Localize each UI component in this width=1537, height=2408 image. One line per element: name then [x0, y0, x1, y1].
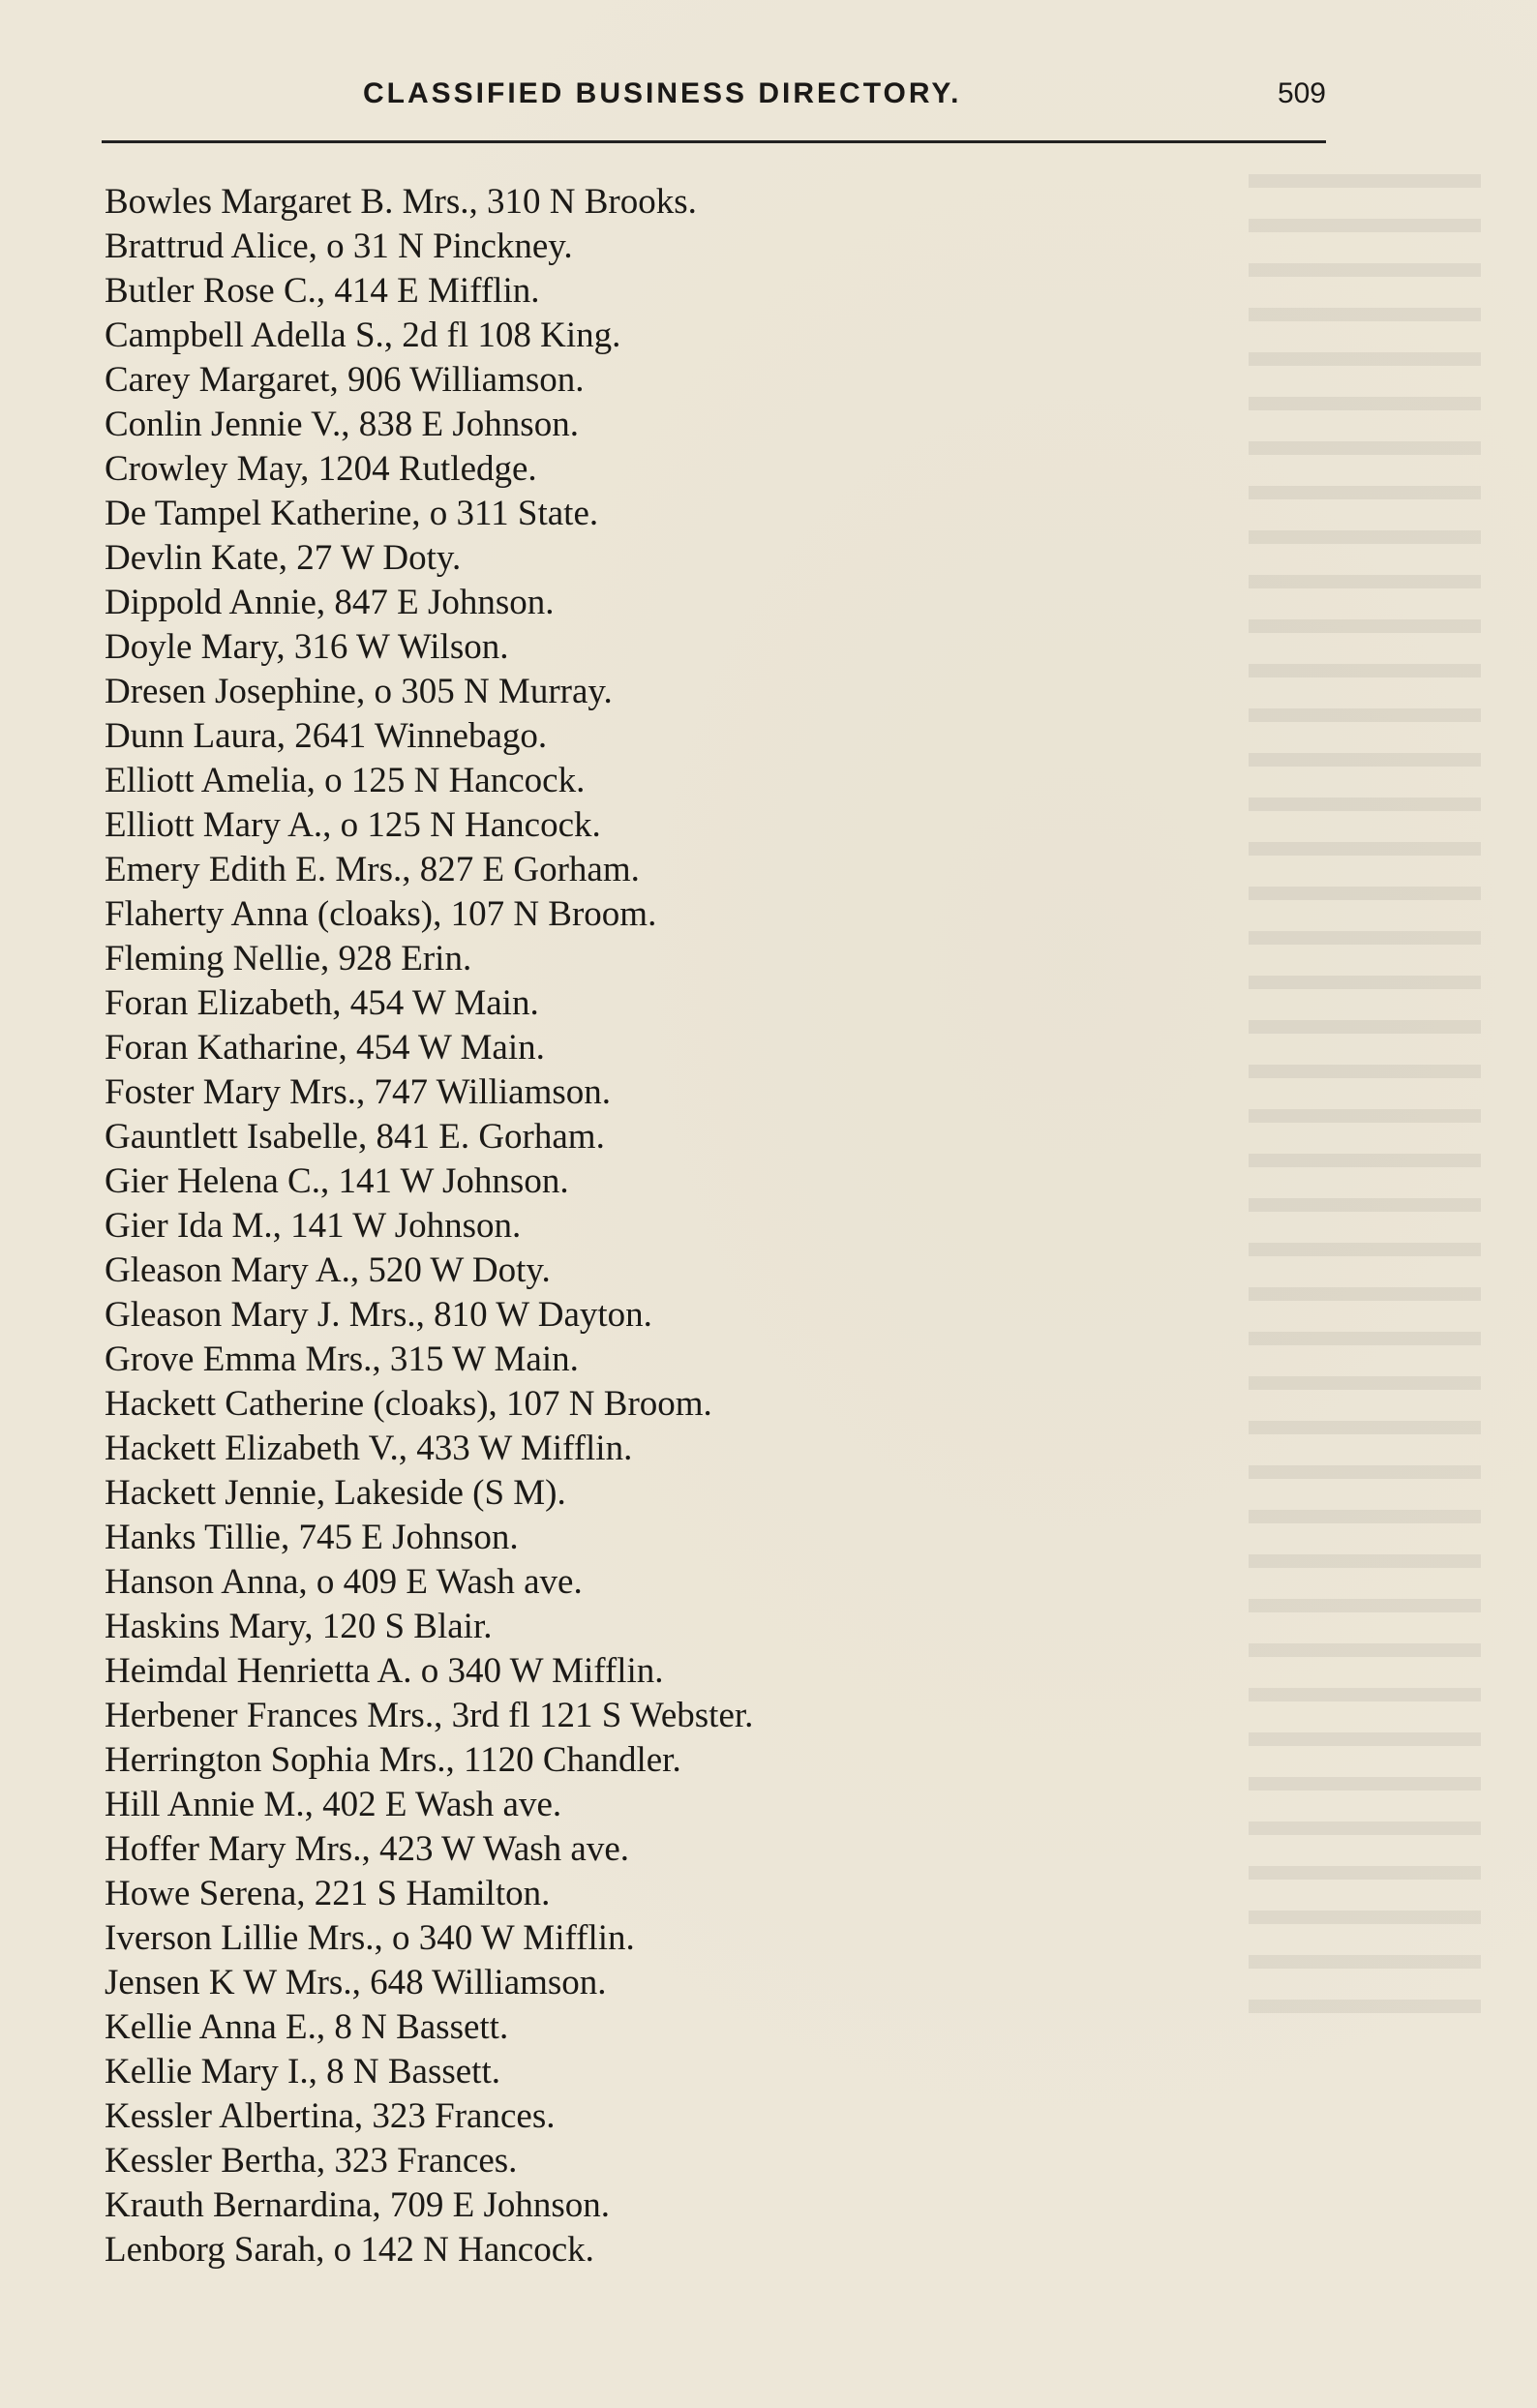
directory-entry: Hackett Jennie, Lakeside (S M). [105, 1473, 566, 1513]
directory-entry: Grove Emma Mrs., 315 W Main. [105, 1339, 579, 1379]
directory-entry: Elliott Mary A., o 125 N Hancock. [105, 805, 601, 845]
directory-entry: Lenborg Sarah, o 142 N Hancock. [105, 2230, 594, 2270]
directory-entry: Elliott Amelia, o 125 N Hancock. [105, 761, 586, 800]
directory-entry: Kellie Mary I., 8 N Bassett. [105, 2052, 500, 2092]
directory-entry: Heimdal Henrietta A. o 340 W Mifflin. [105, 1651, 664, 1691]
page-header [102, 77, 1326, 116]
directory-entry: Foran Katharine, 454 W Main. [105, 1028, 545, 1068]
directory-entry: Dippold Annie, 847 E Johnson. [105, 583, 555, 622]
directory-entry: Gier Helena C., 141 W Johnson. [105, 1161, 569, 1201]
directory-entry: Foster Mary Mrs., 747 Williamson. [105, 1072, 612, 1112]
directory-entry: Conlin Jennie V., 838 E Johnson. [105, 405, 579, 444]
directory-entry: Dunn Laura, 2641 Winnebago. [105, 716, 548, 756]
directory-entry: Devlin Kate, 27 W Doty. [105, 538, 462, 578]
show-through-text [1249, 174, 1481, 2013]
directory-entry: Campbell Adella S., 2d fl 108 King. [105, 316, 621, 355]
directory-entry: Krauth Bernardina, 709 E Johnson. [105, 2185, 611, 2225]
directory-entry: Haskins Mary, 120 S Blair. [105, 1607, 493, 1646]
directory-entry: Brattrud Alice, o 31 N Pinckney. [105, 226, 573, 266]
directory-entry: Butler Rose C., 414 E Mifflin. [105, 271, 540, 311]
directory-entry: Bowles Margaret B. Mrs., 310 N Brooks. [105, 182, 697, 222]
directory-entry: De Tampel Katherine, o 311 State. [105, 494, 599, 533]
directory-entry: Gleason Mary J. Mrs., 810 W Dayton. [105, 1295, 652, 1335]
directory-entry: Herbener Frances Mrs., 3rd fl 121 S Webster. [105, 1696, 754, 1735]
directory-entry: Kessler Bertha, 323 Frances. [105, 2141, 518, 2181]
page-number: 509 [1277, 77, 1326, 109]
directory-entry: Herrington Sophia Mrs., 1120 Chandler. [105, 1740, 681, 1780]
directory-entry: Hill Annie M., 402 E Wash ave. [105, 1785, 562, 1824]
directory-entry: Gleason Mary A., 520 W Doty. [105, 1250, 551, 1290]
directory-entry: Dresen Josephine, o 305 N Murray. [105, 672, 613, 711]
directory-entry: Emery Edith E. Mrs., 827 E Gorham. [105, 850, 640, 889]
directory-entry: Fleming Nellie, 928 Erin. [105, 939, 472, 978]
directory-entry: Carey Margaret, 906 Williamson. [105, 360, 585, 400]
directory-entry: Howe Serena, 221 S Hamilton. [105, 1874, 551, 1913]
directory-entry: Doyle Mary, 316 W Wilson. [105, 627, 509, 667]
directory-entry: Hackett Elizabeth V., 433 W Mifflin. [105, 1429, 633, 1468]
directory-entry: Kessler Albertina, 323 Frances. [105, 2096, 556, 2136]
directory-entry: Iverson Lillie Mrs., o 340 W Mifflin. [105, 1918, 635, 1958]
header-rule [102, 140, 1326, 143]
directory-entry: Gauntlett Isabelle, 841 E. Gorham. [105, 1117, 605, 1157]
page-title: CLASSIFIED BUSINESS DIRECTORY. [363, 77, 962, 109]
directory-entry-list [105, 180, 1266, 2273]
directory-entry: Jensen K W Mrs., 648 Williamson. [105, 1963, 607, 2002]
directory-entry: Hoffer Mary Mrs., 423 W Wash ave. [105, 1829, 629, 1869]
directory-entry: Crowley May, 1204 Rutledge. [105, 449, 537, 489]
directory-entry: Hackett Catherine (cloaks), 107 N Broom. [105, 1384, 712, 1424]
directory-entry: Kellie Anna E., 8 N Bassett. [105, 2007, 509, 2047]
directory-entry: Hanks Tillie, 745 E Johnson. [105, 1518, 519, 1557]
directory-entry: Foran Elizabeth, 454 W Main. [105, 983, 539, 1023]
directory-entry: Hanson Anna, o 409 E Wash ave. [105, 1562, 583, 1602]
directory-entry: Flaherty Anna (cloaks), 107 N Broom. [105, 894, 657, 934]
directory-entry: Gier Ida M., 141 W Johnson. [105, 1206, 522, 1246]
